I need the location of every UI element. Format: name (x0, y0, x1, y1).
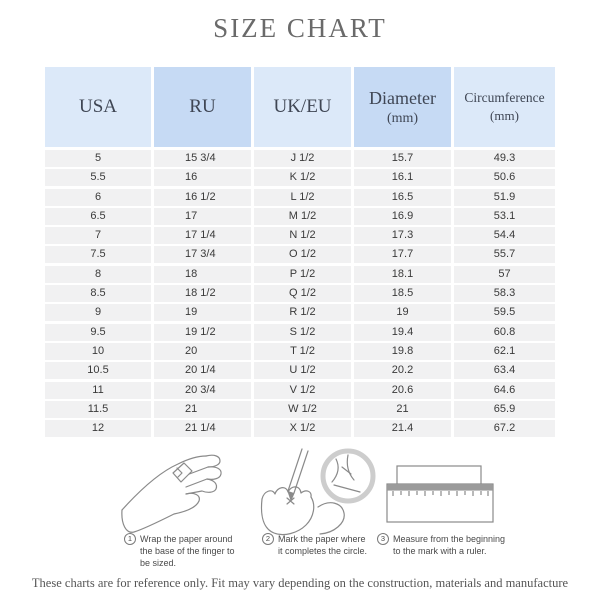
table-cell: V 1/2 (254, 382, 351, 399)
table-cell: 59.5 (454, 304, 555, 321)
table-cell: 9 (45, 304, 151, 321)
table-cell: 17 (154, 208, 251, 225)
table-row (45, 266, 555, 283)
table-cell: 65.9 (454, 401, 555, 418)
table-cell: 16.1 (354, 169, 451, 186)
table-cell: 18 1/2 (154, 285, 251, 302)
table-cell: O 1/2 (254, 246, 351, 263)
table-cell: 62.1 (454, 343, 555, 360)
table-cell: 18.1 (354, 266, 451, 283)
instruction-step-2 (262, 533, 370, 557)
table-cell: 21 (154, 401, 251, 418)
table-cell: 19 1/2 (154, 324, 251, 341)
table-cell: 5 (45, 150, 151, 167)
table-cell: 63.4 (454, 362, 555, 379)
table-cell: 18 (154, 266, 251, 283)
table-row (45, 169, 555, 186)
table-cell: 7.5 (45, 246, 151, 263)
table-cell: 67.2 (454, 420, 555, 437)
table-row (45, 324, 555, 341)
table-cell: P 1/2 (254, 266, 351, 283)
table-cell: 20 3/4 (154, 382, 251, 399)
table-cell: 17.7 (354, 246, 451, 263)
table-row (45, 246, 555, 263)
table-cell: 21 1/4 (154, 420, 251, 437)
table-cell: 20.2 (354, 362, 451, 379)
column-header (354, 67, 451, 147)
table-cell: 19.4 (354, 324, 451, 341)
table-row (45, 401, 555, 418)
table-cell: 15 3/4 (154, 150, 251, 167)
table-cell: J 1/2 (254, 150, 351, 167)
table-cell: 11.5 (45, 401, 151, 418)
table-cell: 9.5 (45, 324, 151, 341)
column-header-label: UK/EU (273, 96, 332, 117)
table-row (45, 304, 555, 321)
table-cell: 16.5 (354, 189, 451, 206)
column-header-label: RU (189, 96, 216, 117)
table-row (45, 343, 555, 360)
size-table-body (45, 150, 555, 437)
step-text: Mark the paper where it completes the circle. (278, 534, 368, 557)
hand-wrap-icon (118, 452, 253, 534)
hand-mark-icon (256, 447, 378, 542)
table-cell: 16.9 (354, 208, 451, 225)
table-cell: 53.1 (454, 208, 555, 225)
column-header (154, 67, 251, 147)
table-cell: 17 3/4 (154, 246, 251, 263)
table-cell: 20 1/4 (154, 362, 251, 379)
step-number-badge: 3 (377, 533, 389, 545)
table-cell: W 1/2 (254, 401, 351, 418)
table-cell: 20.6 (354, 382, 451, 399)
table-row (45, 150, 555, 167)
table-cell: 16 1/2 (154, 189, 251, 206)
table-cell: 18.5 (354, 285, 451, 302)
table-cell: 5.5 (45, 169, 151, 186)
table-cell: 57 (454, 266, 555, 283)
footer-disclaimer: These charts are for reference only. Fit may vary depending on the construction, materials and manufacture (31, 576, 569, 590)
ruler-illustration (383, 461, 501, 527)
table-cell: R 1/2 (254, 304, 351, 321)
table-cell: Q 1/2 (254, 285, 351, 302)
table-cell: 55.7 (454, 246, 555, 263)
table-cell: 19 (354, 304, 451, 321)
hand-mark-illustration (256, 447, 378, 542)
table-cell: L 1/2 (254, 189, 351, 206)
column-header-unit: (mm) (386, 110, 419, 126)
table-cell: X 1/2 (254, 420, 351, 437)
size-table-header (45, 67, 555, 147)
table-cell: 64.6 (454, 382, 555, 399)
table-cell: 8 (45, 266, 151, 283)
table-cell: 16 (154, 169, 251, 186)
table-cell: T 1/2 (254, 343, 351, 360)
table-cell: 20 (154, 343, 251, 360)
instruction-step-1 (124, 533, 246, 569)
table-row (45, 189, 555, 206)
table-cell: 19.8 (354, 343, 451, 360)
table-cell: 8.5 (45, 285, 151, 302)
hand-wrap-illustration (118, 452, 253, 534)
table-cell: 60.8 (454, 324, 555, 341)
column-header-label: Circumference (464, 90, 545, 105)
table-cell: 51.9 (454, 189, 555, 206)
table-cell: 6 (45, 189, 151, 206)
table-row (45, 420, 555, 437)
ruler-icon (383, 461, 501, 527)
step-text: Wrap the paper around the base of the finger to be sized. (140, 534, 235, 569)
table-cell: 17 1/4 (154, 227, 251, 244)
page-title: SIZE CHART (213, 13, 387, 43)
table-cell: 21 (354, 401, 451, 418)
table-cell: 21.4 (354, 420, 451, 437)
table-cell: 17.3 (354, 227, 451, 244)
table-cell: K 1/2 (254, 169, 351, 186)
table-cell: 15.7 (354, 150, 451, 167)
table-cell: M 1/2 (254, 208, 351, 225)
table-row (45, 382, 555, 399)
table-cell: 49.3 (454, 150, 555, 167)
step-number-badge: 1 (124, 533, 136, 545)
column-header-unit: (mm) (490, 108, 519, 123)
step-number-badge: 2 (262, 533, 274, 545)
table-cell: 10 (45, 343, 151, 360)
column-header (254, 67, 351, 147)
table-cell: 54.4 (454, 227, 555, 244)
table-row (45, 285, 555, 302)
table-cell: 12 (45, 420, 151, 437)
column-header-label: USA (78, 96, 117, 117)
ring-size-table (45, 67, 555, 439)
table-cell: 19 (154, 304, 251, 321)
step-text: Measure from the beginning to the mark with a ruler. (393, 534, 506, 557)
table-row (45, 208, 555, 225)
column-header (45, 67, 151, 147)
table-cell: 10.5 (45, 362, 151, 379)
table-cell: 7 (45, 227, 151, 244)
column-header-label: Diameter (369, 87, 436, 108)
table-cell: 11 (45, 382, 151, 399)
table-cell: N 1/2 (254, 227, 351, 244)
table-cell: S 1/2 (254, 324, 351, 341)
column-header (454, 67, 555, 147)
table-cell: U 1/2 (254, 362, 351, 379)
instruction-step-3 (377, 533, 513, 557)
table-cell: 6.5 (45, 208, 151, 225)
table-row (45, 362, 555, 379)
table-row (45, 227, 555, 244)
table-cell: 50.6 (454, 169, 555, 186)
table-cell: 58.3 (454, 285, 555, 302)
